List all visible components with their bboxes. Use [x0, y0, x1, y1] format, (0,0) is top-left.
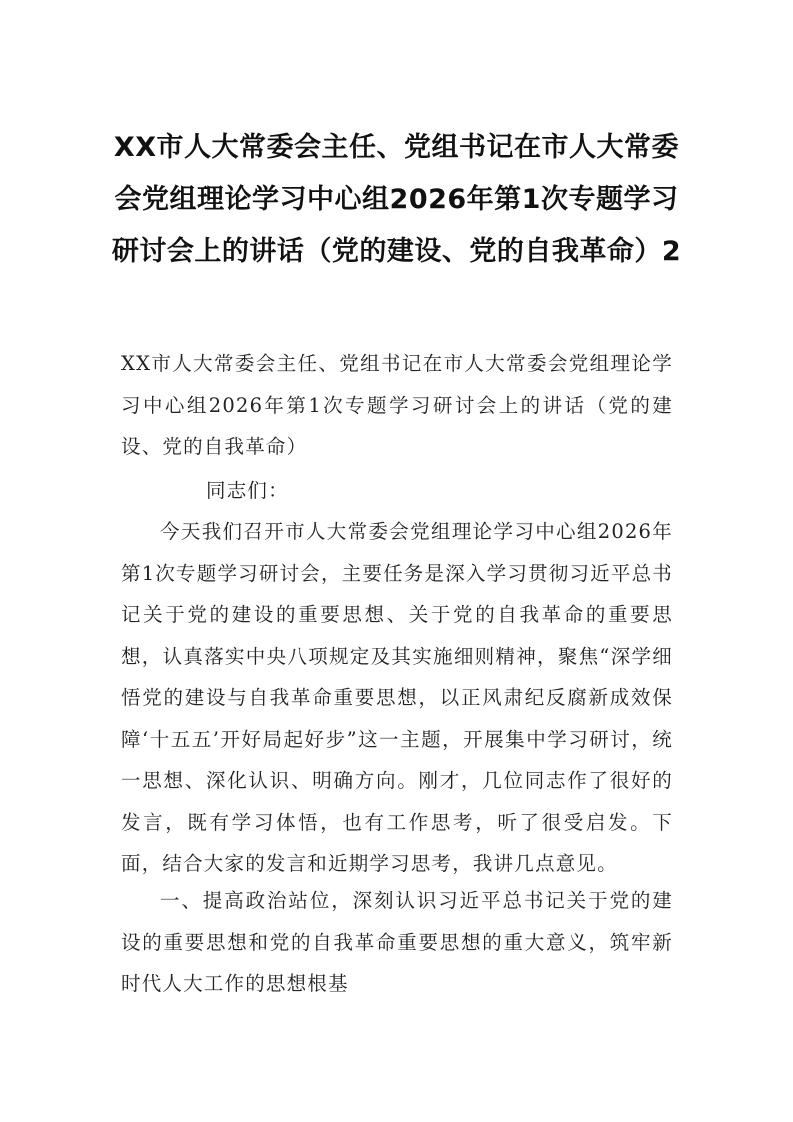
document-subtitle: XX市人大常委会主任、党组书记在市人大常委会党组理论学习中心组2026年第1次专题学习研讨会上的讲话（党的建设、党的自我革命） — [121, 352, 673, 458]
document-title: XX市人大常委会主任、党组书记在市人大常委会党组理论学习中心组2026年第1次专题学习研讨会上的讲话（党的建设、党的自我革命）2 — [111, 132, 682, 267]
section-heading-1: 一、提高政治站位，深刻认识习近平总书记关于党的建设的重要思想和党的自我革命重要思想的重大意义，筑牢新时代人大工作的思想根基 — [121, 889, 673, 995]
opening-paragraph: 今天我们召开市人大常委会党组理论学习中心组2026年第1次专题学习研讨会，主要任务是深入学习贯彻习近平总书记关于党的建设的重要思想、关于党的自我革命的重要思想，认真落实中央八项规定及其实施细则精神，聚焦“深学细悟党的建设与自我革命重要思想，以正风肃纪反腐新成效保障‘十五五’开好局起好步”这一主题，开展集中学习研讨，统一思想、深化认识、明确方向。刚才，几位同志作了很好的发言，既有学习体悟，也有工作思考，听了很受启发。下面，结合大家的发言和近期学习思考，我讲几点意见。 — [121, 520, 673, 875]
salutation: 同志们： — [206, 479, 289, 502]
